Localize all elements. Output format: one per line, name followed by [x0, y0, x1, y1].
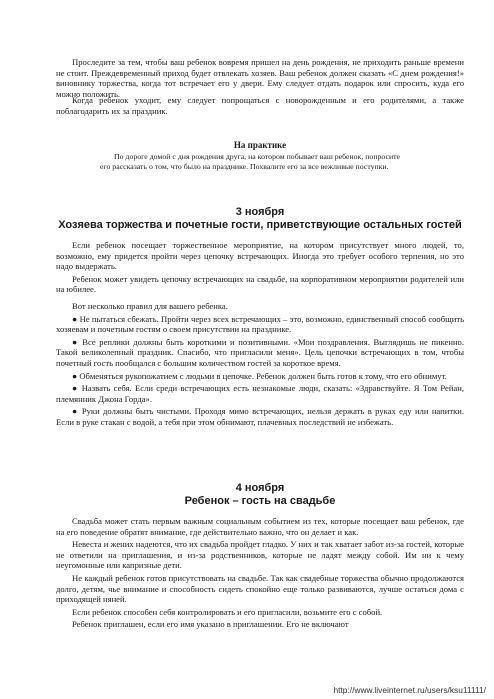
- paragraph: Невеста и жених надеются, что их свадьба пройдет гладко. У них и так хватает забот из-за гостей, которые не ответили на приглашения, и из-за родственников, которые не ладят между собой. Им ни к чему неугомонные или капризные дети.: [56, 539, 464, 571]
- paragraph: Ребенок приглашен, если его имя указано в приглашении. Его не включают: [72, 619, 349, 630]
- intro-block: [56, 57, 464, 99]
- section-title: Ребенок – гость на свадьбе: [184, 495, 336, 507]
- document-page: [56, 0, 464, 699]
- section-heading-nov4: [56, 482, 464, 508]
- paragraph: Проследите за тем, чтобы ваш ребенок вовремя пришел на день рождения, не приходить раньше времени не стоит. Преждевременный приход будет отвлекать хозяев. Ваш ребенок должен сказать «С днем рождения!» виновнику торжества, когда тот встречает его у двери. Ему следует отдать подарок или спросить, куда его можно положить.: [56, 57, 464, 99]
- paragraph: Когда ребенок уходит, ему следует попрощаться с новорожденным и его родителями, а также поблагодарить их за праздник.: [56, 95, 464, 116]
- rule-item: ● Назвать себя. Если среди встречающих есть незнакомые люди, сказать: «Здравствуйте. Я Том Рейан, племянник Джона Горда».: [56, 383, 464, 404]
- source-url[interactable]: http://www.liveinternet.ru/users/ksu11111/: [333, 685, 486, 695]
- rule-item: ● Обменяться рукопожатием с людьми в цепочке. Ребенок должен быть готов к тому, что его обнимут.: [72, 370, 447, 381]
- section-date: 3 ноября: [235, 206, 285, 218]
- practice-title: На практике: [233, 140, 287, 150]
- section-date: 4 ноября: [235, 482, 285, 494]
- practice-box: [56, 140, 464, 172]
- paragraph: Ребенок может увидеть цепочку встречающих на свадьбе, на корпоративном мероприятии родителей или на юбилее.: [56, 273, 464, 295]
- leaving-block: [56, 95, 464, 116]
- rule-item: ● Руки должны быть чистыми. Проходя мимо встречающих, нельзя держать в руках еду или напитки. Если в руке стакан с водой, а тебя при этом обнимают, плачевных последствий не избежать.: [56, 406, 464, 427]
- rule-item: ● Не пытаться сбежать. Пройти через всех встречающих – это, возможно, единственный способ сообщить хозяевам и почетным гостям о своем присутствии на празднике.: [56, 313, 464, 335]
- paragraph: Если ребенок посещает торжественное мероприятие, на котором присутствует много людей, то, возможно, ему придется пройти через цепочку встречающих. Иногда это требует особого терпения, но это надо выдержать.: [56, 240, 464, 272]
- paragraph: Если ребенок способен себя контролировать и его пригласили, возьмите его с собой.: [72, 606, 383, 617]
- section-title: Хозяева торжества и почетные гости, приветствующие остальных гостей: [58, 219, 462, 231]
- practice-text: По дороге домой с дня рождения друга, на котором побывает ваш ребенок, попросите его рассказать о том, что было на празднике. Похвалите его за все вежливые поступки.: [100, 152, 400, 171]
- section-body-nov3: [56, 240, 464, 430]
- paragraph: Не каждый ребенок готов присутствовать на свадьбе. Так как свадебные торжества обычно продолжаются долго, детям, чье внимание и способность сидеть спокойно еще только развиваются, лучше остаться дома с приходящей няней.: [56, 572, 464, 605]
- rule-item: ● Все реплики должны быть короткими и позитивными. «Мои поздравления. Выглядишь не пикенно. Такой великолепный праздник. Спасибо, что пригласили меня». Цель цепочки встречающих в том, чтобы почетный гость пообщался с большим количеством гостей за короткое время.: [56, 336, 464, 368]
- section-body-nov4: [56, 516, 464, 632]
- paragraph: Вот несколько правил для вашего ребенка.: [72, 300, 228, 311]
- paragraph: Свадьба может стать первым важным социальным событием из тех, которые посещает ваш ребенок, где на его поведение обратят внимание, где действительно важно, что он делает и как.: [56, 516, 464, 537]
- section-heading-nov3: [56, 206, 464, 232]
